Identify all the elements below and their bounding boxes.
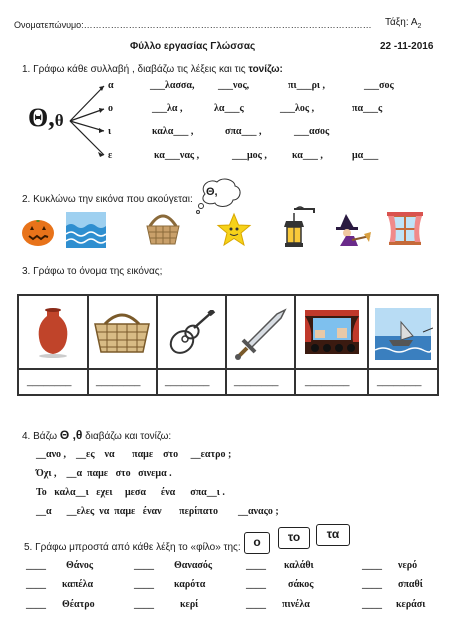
word-2-4: πα___ς [352, 103, 383, 114]
s5-word-1-2: Θανασός [174, 560, 213, 571]
lantern-icon[interactable] [278, 205, 318, 253]
answer-blank-5[interactable]: ________ [305, 376, 350, 387]
table-divider [19, 368, 437, 370]
s5-word-3-1: Θέατρο [62, 599, 95, 610]
section4-line-1: __ανο , __ες να παμε στο __εατρο ; [36, 449, 232, 460]
s5-blank-2-3[interactable]: ____ [246, 579, 266, 590]
s5-word-3-4: κεράσι [396, 599, 426, 610]
section4-instruction-prefix: 4. Βάζω [22, 431, 60, 442]
word-4-2: ___μος , [232, 150, 267, 161]
name-field-label: Ονοματεπώνυμο:…………………………………………………………………………………… [14, 20, 372, 30]
article-box-to: το [278, 527, 310, 549]
section4-instruction-suffix: διαβάζω και τονίζω: [82, 431, 172, 442]
answer-blank-2[interactable]: ________ [96, 376, 141, 387]
picture-naming-table [17, 294, 439, 396]
table-col-divider-2 [156, 296, 158, 394]
vase-icon [33, 306, 73, 358]
s5-blank-3-2[interactable]: ____ [134, 599, 154, 610]
section1-instruction [22, 64, 283, 75]
star-icon[interactable] [216, 212, 252, 248]
theta-arrows [68, 80, 113, 162]
picnic-basket-icon [91, 312, 153, 356]
table-col-divider-3 [225, 296, 227, 394]
s5-word-2-3: σάκος [288, 579, 314, 590]
word-1-1: ___λασσα, [150, 80, 195, 91]
theatre-icon [303, 308, 361, 356]
s5-word-1-1: Θάνος [66, 560, 94, 571]
speech-bubble-icon [195, 176, 245, 216]
s5-blank-1-3[interactable]: ____ [246, 560, 266, 571]
section1-instruction-text: 1. Γράφω κάθε συλλαβή , διαβάζω τις λέξεις και τις [22, 64, 249, 75]
s5-word-2-1: καπέλα [62, 579, 94, 590]
vowel-e: ε [108, 150, 113, 161]
word-3-3: ___ασος [294, 126, 330, 137]
witch-icon[interactable] [332, 212, 372, 248]
word-1-4: ___σος [364, 80, 394, 91]
section4-instruction-bold: Θ ,θ [59, 428, 83, 442]
sea-waves-icon[interactable] [66, 212, 106, 248]
section4-line-2: Όχι , __α παμε στο σινεμα . [36, 468, 172, 479]
s5-word-1-3: καλάθι [284, 560, 314, 571]
vowel-i: ι [108, 126, 112, 137]
table-col-divider-4 [294, 296, 296, 394]
vowel-a: α [108, 80, 114, 91]
s5-word-2-2: καρότα [174, 579, 206, 590]
s5-blank-3-3[interactable]: ____ [246, 599, 266, 610]
s5-blank-2-1[interactable]: ____ [26, 579, 46, 590]
s5-word-3-3: πινέλα [282, 599, 310, 610]
word-2-2: λα___ς [214, 103, 244, 114]
class-label [385, 17, 421, 30]
answer-blank-4[interactable]: ________ [234, 376, 279, 387]
section2-instruction: 2. Κυκλώνω την εικόνα που ακούγεται: [22, 194, 193, 205]
word-1-2: ___νος, [218, 80, 250, 91]
s5-blank-2-4[interactable]: ____ [362, 579, 382, 590]
table-col-divider-5 [367, 296, 369, 394]
bubble-text: Θ, [206, 186, 218, 198]
window-icon[interactable] [385, 210, 425, 250]
class-text: Τάξη: Α [385, 17, 418, 28]
basket-icon[interactable] [144, 210, 182, 248]
article-box-ta: τα [316, 524, 350, 546]
word-4-3: κα___ , [292, 150, 323, 161]
sword-icon [233, 306, 289, 362]
section1-instruction-bold: τονίζω: [248, 64, 283, 75]
big-theta-capital: Θ, [28, 103, 55, 132]
guitar-icon [164, 310, 216, 358]
s5-blank-3-1[interactable]: ____ [26, 599, 46, 610]
section3-instruction: 3. Γράφω το όνομα της εικόνας; [22, 266, 163, 277]
word-2-1: ___λα , [152, 103, 183, 114]
s5-blank-2-2[interactable]: ____ [134, 579, 154, 590]
word-4-1: κα___νας , [154, 150, 200, 161]
class-subscript: 2 [417, 23, 422, 30]
big-theta-letter [28, 103, 64, 133]
s5-word-2-4: σπαθί [398, 579, 423, 590]
s5-blank-1-1[interactable]: ____ [26, 560, 46, 571]
word-2-3: ___λος , [280, 103, 315, 114]
s5-blank-3-4[interactable]: ____ [362, 599, 382, 610]
pumpkin-icon[interactable] [20, 212, 56, 248]
section4-instruction [22, 428, 171, 442]
word-4-4: μα___ [352, 150, 379, 161]
word-1-3: πι___ρι , [288, 80, 326, 91]
article-box-o: ο [244, 532, 270, 554]
s5-blank-1-4[interactable]: ____ [362, 560, 382, 571]
section5-instruction: 5. Γράφω μπροστά από κάθε λέξη το «φίλο» της: [24, 542, 241, 553]
table-col-divider-1 [87, 296, 89, 394]
big-theta-small: θ [54, 111, 64, 130]
answer-blank-1[interactable]: ________ [27, 376, 72, 387]
worksheet-title: Φύλλο εργασίας Γλώσσας [130, 41, 256, 52]
s5-word-3-2: κερί [180, 599, 199, 610]
s5-blank-1-2[interactable]: ____ [134, 560, 154, 571]
section4-line-3: Το καλα__ι εχει μεσα ένα σπα__ι . [36, 487, 225, 498]
word-3-1: καλα___ , [152, 126, 194, 137]
worksheet-date: 22 -11-2016 [380, 41, 434, 52]
answer-blank-6[interactable]: ________ [377, 376, 422, 387]
sea-boat-icon [373, 306, 433, 362]
answer-blank-3[interactable]: ________ [165, 376, 210, 387]
section4-line-4: __α __ελες να παμε έναν περίπατο __αναςο ; [36, 506, 279, 517]
word-3-2: σπα___ , [225, 126, 262, 137]
s5-word-1-4: νερό [398, 560, 418, 571]
vowel-o: ο [108, 103, 113, 114]
